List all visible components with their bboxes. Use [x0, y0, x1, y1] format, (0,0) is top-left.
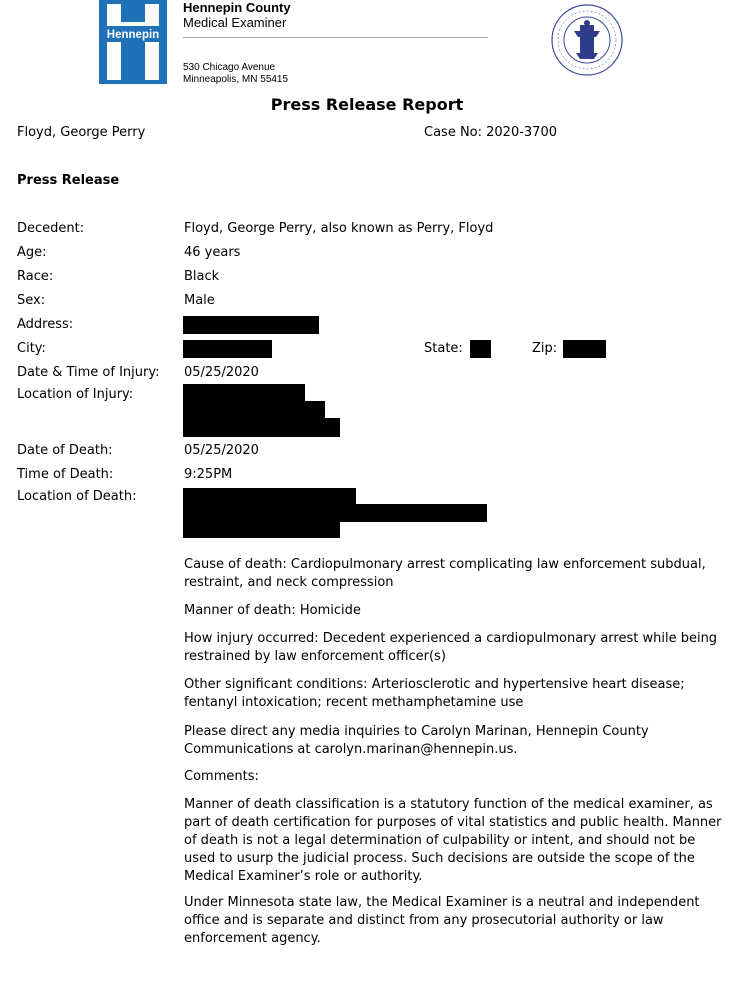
case-number: Case No: 2020-3700: [424, 125, 557, 140]
decedent-label: Decedent:: [17, 221, 85, 236]
comment-paragraph-2: Under Minnesota state law, the Medical Examiner is a neutral and independent office and is separate and distinct from any prosecutorial authority or law enforcement agency.: [184, 895, 700, 946]
medical-examiners-seal-icon: [550, 3, 624, 77]
logo-text: Hennepin: [106, 29, 160, 41]
injury-datetime-value: 05/25/2020: [184, 365, 259, 380]
city-label: City:: [17, 341, 46, 356]
injury-location-redaction-1: [183, 384, 305, 402]
city-redaction: [183, 340, 272, 358]
address-redaction: [183, 316, 319, 334]
injury-location-redaction-2: [183, 401, 325, 419]
address-label: Address:: [17, 317, 74, 332]
sex-value: Male: [184, 293, 215, 308]
race-value: Black: [184, 269, 220, 284]
death-date-label: Date of Death:: [17, 443, 113, 458]
death-location-redaction-3: [183, 520, 340, 538]
manner-of-death: Manner of death: Homicide: [184, 603, 361, 618]
subject-name: Floyd, George Perry: [17, 125, 146, 140]
zip-label: Zip:: [532, 341, 558, 356]
report-title: Press Release Report: [270, 95, 464, 114]
death-time-label: Time of Death:: [17, 467, 114, 482]
address-line-1: 530 Chicago Avenue: [183, 62, 276, 73]
section-heading: Press Release: [17, 173, 120, 188]
injury-datetime-label: Date & Time of Injury:: [17, 365, 160, 380]
comment-paragraph-1: Manner of death classification is a statutory function of the medical examiner, as part of death certification for purposes of vital statistics and public health. Manner of death is not a legal determination of culpability or intent, and should not be used to usurp the judicial process. Such decisions are outside the scope of the Medical Examiner’s role or authority.: [184, 797, 722, 884]
address-line-2: Minneapolis, MN 55415: [183, 74, 289, 85]
injury-location-redaction-3: [183, 418, 340, 437]
cause-of-death: Cause of death: Cardiopulmonary arrest complicating law enforcement subdual, restraint, and neck compression: [184, 557, 706, 590]
race-label: Race:: [17, 269, 54, 284]
state-label: State:: [424, 341, 463, 356]
age-label: Age:: [17, 245, 47, 260]
death-location-label: Location of Death:: [17, 489, 137, 504]
header-divider: [183, 37, 488, 38]
other-conditions: Other significant conditions: Arteriosclerotic and hypertensive heart disease; fentanyl intoxication; recent methamphetamine use: [184, 677, 685, 710]
decedent-value: Floyd, George Perry, also known as Perry, Floyd: [184, 221, 494, 236]
sex-label: Sex:: [17, 293, 46, 308]
media-inquiries: Please direct any media inquiries to Carolyn Marinan, Hennepin County Communications at carolyn.marinan@hennepin.us.: [184, 724, 649, 757]
age-value: 46 years: [184, 245, 241, 260]
injury-location-label: Location of Injury:: [17, 387, 134, 402]
zip-redaction: [563, 340, 606, 358]
state-redaction: [470, 340, 491, 358]
death-date-value: 05/25/2020: [184, 443, 259, 458]
hennepin-h-icon: [99, 0, 167, 84]
org-name: Hennepin County: [183, 0, 291, 15]
org-subtitle: Medical Examiner: [183, 15, 287, 30]
hennepin-logo: [99, 0, 167, 84]
how-injury-occurred: How injury occurred: Decedent experienced a cardiopulmonary arrest while being restrained by law enforcement officer(s): [184, 631, 718, 664]
death-time-value: 9:25PM: [184, 467, 233, 482]
comments-label: Comments:: [184, 769, 259, 784]
